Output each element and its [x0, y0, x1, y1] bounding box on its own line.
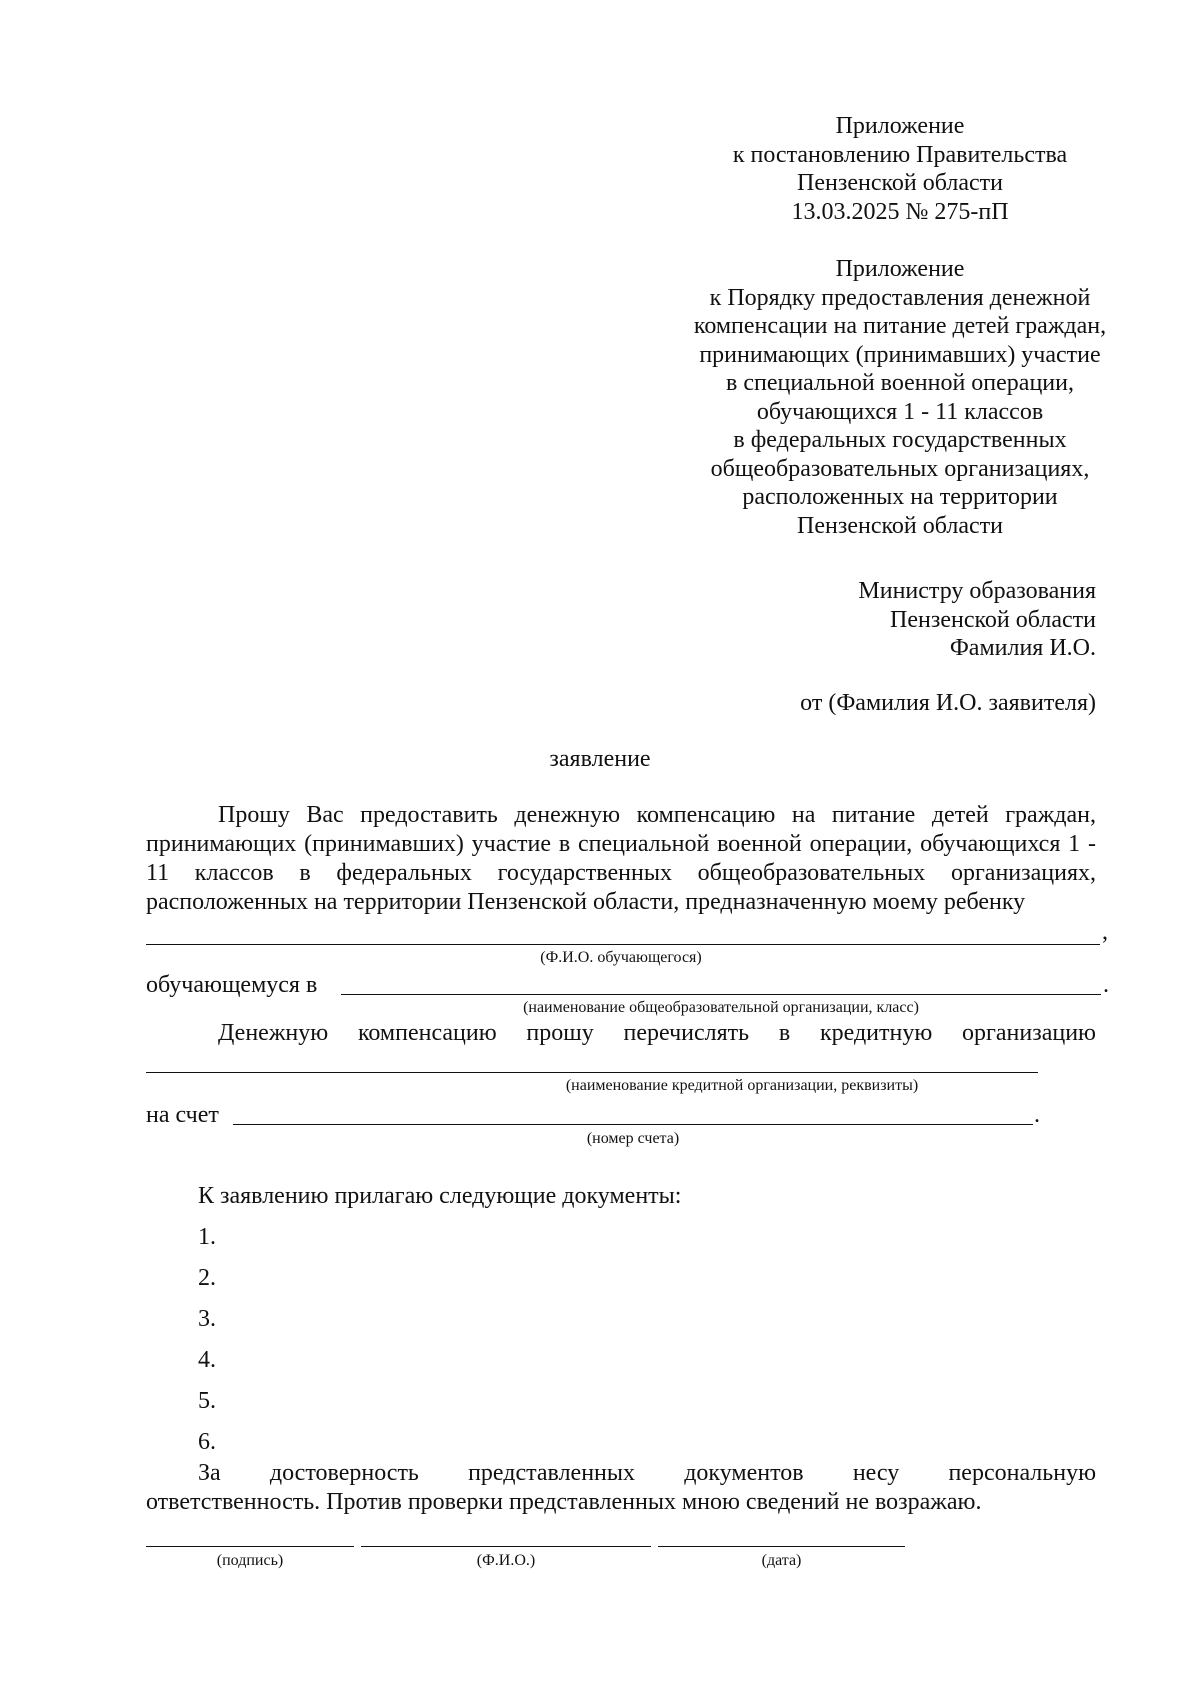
date-caption: (дата) — [761, 1552, 802, 1569]
bank-field[interactable] — [146, 1072, 1038, 1073]
account-period: . — [1034, 1102, 1040, 1128]
appendix-order-line: принимающих (принимавших) участие — [699, 341, 1101, 368]
attachment-item: 3. — [198, 1306, 216, 1332]
attachment-item: 2. — [198, 1265, 216, 1291]
responsibility-line: За достоверность представленных документов несу персональную — [198, 1460, 1096, 1486]
addressee-line: Пензенской области — [890, 606, 1096, 633]
request-paragraph — [146, 801, 1096, 917]
applicant-from: от (Фамилия И.О. заявителя) — [800, 690, 1096, 716]
signature-caption: (подпись) — [216, 1552, 284, 1569]
appendix-order-line: расположенных на территории — [742, 484, 1058, 510]
document-title: заявление — [549, 746, 651, 772]
attachment-item: 1. — [198, 1224, 216, 1250]
appendix-order-line: в федеральных государственных — [733, 427, 1067, 453]
attachments-title: К заявлению прилагаю следующие документы: — [198, 1183, 682, 1209]
payment-text: Денежную компенсацию прошу перечислять в кредитную организацию — [218, 1020, 1096, 1046]
date-field[interactable] — [658, 1546, 905, 1547]
signer-name-field[interactable] — [361, 1546, 651, 1547]
account-prefix: на счет — [146, 1102, 219, 1128]
account-field[interactable] — [233, 1124, 1033, 1125]
addressee-line: Фамилия И.О. — [949, 635, 1096, 661]
responsibility-paragraph — [146, 1459, 1096, 1517]
appendix-order-line: к Порядку предоставления денежной — [709, 284, 1091, 311]
appendix-order-line: общеобразовательных организациях, — [710, 455, 1090, 482]
appendix-order-line: Пензенской области — [797, 512, 1003, 539]
signature-field[interactable] — [146, 1546, 354, 1547]
school-prefix: обучающемуся в — [146, 972, 318, 998]
attachment-item: 6. — [198, 1429, 216, 1455]
responsibility-line: ответственность. Против проверки представленных мною сведений не возражаю. — [146, 1489, 982, 1515]
school-caption: (наименование общеобразовательной организации, класс) — [523, 999, 919, 1016]
appendix-header-line: к постановлению Правительства — [732, 141, 1068, 168]
bank-caption: (наименование кредитной организации, реквизиты) — [565, 1077, 919, 1094]
appendix-header — [640, 112, 1160, 226]
appendix-order-line: Приложение — [835, 256, 965, 282]
account-caption: (номер счета) — [586, 1130, 680, 1147]
addressee-block — [858, 577, 1096, 663]
appendix-header-line: 13.03.2025 № 275-пП — [791, 198, 1009, 225]
child-name-caption: (Ф.И.О. обучающегося) — [540, 949, 702, 966]
signer-name-caption: (Ф.И.О.) — [476, 1552, 536, 1569]
school-period: . — [1103, 972, 1109, 998]
appendix-order-line: компенсации на питание детей граждан, — [693, 313, 1107, 339]
appendix-header-line: Приложение — [835, 113, 965, 139]
attachment-item: 4. — [198, 1347, 216, 1373]
attachment-item: 5. — [198, 1388, 216, 1414]
request-text: Прошу Вас предоставить денежную компенсацию на питание детей граждан, принимающих (принимавших) участие в специальной военной операции, обучающихся 1 - 11 классов в федеральных государственных общеобразовательных организациях, расположенных на территории Пензенской области, предназначенную моему ребенку — [146, 802, 1096, 915]
addressee-line: Министру образования — [858, 578, 1096, 604]
appendix-order-line: в специальной военной операции, — [726, 370, 1074, 396]
appendix-order — [640, 255, 1160, 540]
child-name-field[interactable] — [146, 944, 1100, 945]
appendix-header-line: Пензенской области — [797, 170, 1003, 196]
child-name-comma: , — [1102, 919, 1108, 945]
school-field[interactable] — [341, 994, 1101, 995]
appendix-order-line: обучающихся 1 - 11 классов — [756, 398, 1044, 425]
